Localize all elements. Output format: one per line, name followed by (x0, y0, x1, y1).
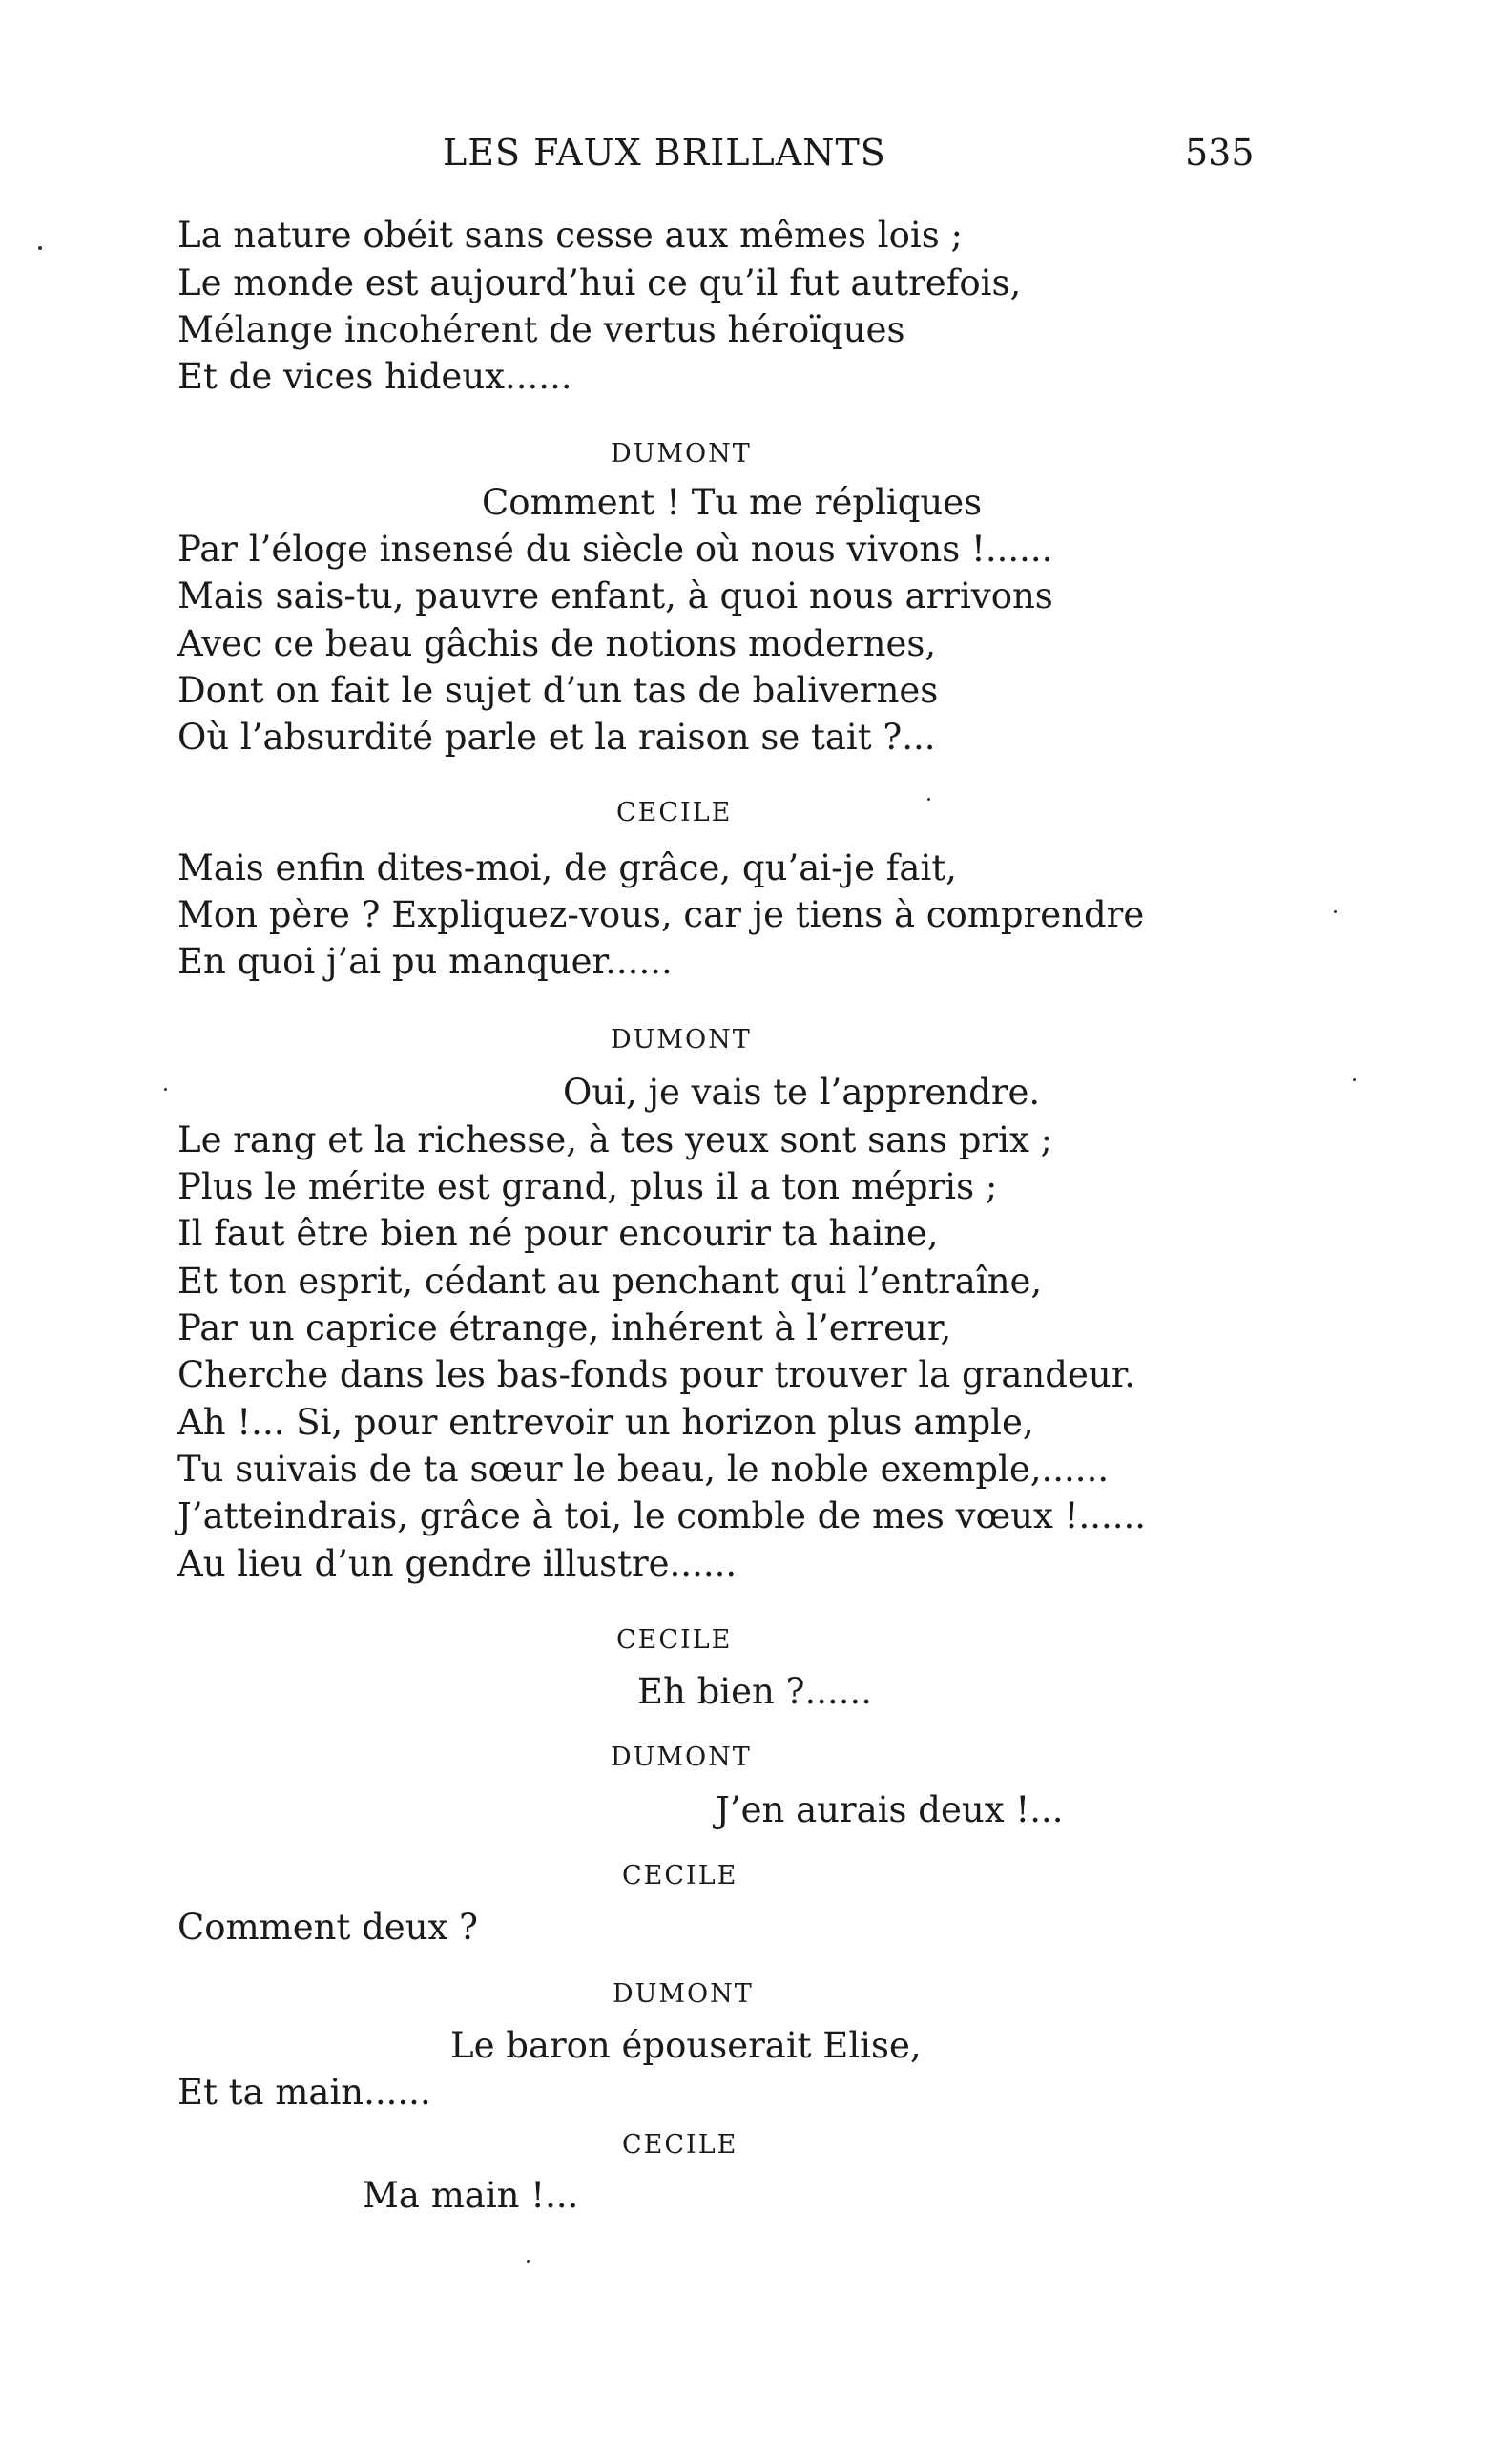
print-speck (164, 1088, 167, 1091)
verse-line: Mélange incohérent de vertus héroïques (177, 309, 905, 350)
verse-line: Eh bien ?...... (637, 1671, 873, 1712)
verse-line: En quoi j’ai pu manquer...... (177, 941, 673, 982)
verse-line: Le baron épouserait Elise, (450, 2025, 922, 2066)
verse-line: Mon père ? Expliquez-vous, car je tiens à comprendre (177, 894, 1145, 935)
print-speck (38, 246, 42, 250)
print-speck (1334, 910, 1337, 913)
speaker-name: DUMONT (611, 1025, 752, 1055)
verse-line: Il faut être bien né pour encourir ta haine, (177, 1213, 939, 1254)
speaker-name: DUMONT (613, 1979, 754, 2009)
verse-line: Au lieu d’un gendre illustre...... (177, 1543, 738, 1584)
verse-line: Mais enfin dites-moi, de grâce, qu’ai-je fait, (177, 847, 957, 888)
verse-line: Mais sais-tu, pauvre enfant, à quoi nous arrivons (177, 575, 1053, 616)
verse-line: Par l’éloge insensé du siècle où nous vivons !...... (177, 529, 1053, 570)
verse-line: Et ta main...... (177, 2072, 431, 2113)
speaker-name: CECILE (616, 1625, 733, 1655)
page-number: 535 (1185, 132, 1255, 174)
print-speck (927, 798, 930, 801)
verse-line: Et ton esprit, cédant au penchant qui l’entraîne, (177, 1261, 1043, 1302)
verse-line: Et de vices hideux...... (177, 356, 572, 397)
verse-line: Comment ! Tu me répliques (482, 482, 983, 523)
print-speck (1353, 1078, 1356, 1081)
verse-line: Le monde est aujourd’hui ce qu’il fut autrefois, (177, 262, 1022, 303)
verse-line: Oui, je vais te l’apprendre. (563, 1072, 1041, 1113)
speaker-name: CECILE (616, 798, 733, 827)
verse-line: Par un caprice étrange, inhérent à l’erreur, (177, 1307, 952, 1348)
speaker-name: CECILE (622, 2130, 738, 2160)
verse-line: La nature obéit sans cesse aux mêmes lois ; (177, 215, 963, 256)
speaker-name: DUMONT (611, 439, 752, 469)
verse-line: Plus le mérite est grand, plus il a ton mépris ; (177, 1166, 998, 1207)
verse-line: J’atteindrais, grâce à toi, le comble de mes vœux !...... (177, 1495, 1147, 1536)
speaker-name: DUMONT (611, 1743, 752, 1772)
speaker-name: CECILE (622, 1861, 738, 1890)
verse-line: Ah !... Si, pour entrevoir un horizon plus ample, (177, 1402, 1034, 1443)
print-speck (527, 2260, 530, 2263)
verse-line: Tu suivais de ta sœur le beau, le noble exemple,...... (177, 1449, 1110, 1490)
verse-line: Cherche dans les bas-fonds pour trouver la grandeur. (177, 1354, 1136, 1395)
running-title: LES FAUX BRILLANTS (443, 132, 886, 174)
verse-line: Comment deux ? (177, 1907, 478, 1948)
verse-line: Le rang et la richesse, à tes yeux sont sans prix ; (177, 1119, 1053, 1160)
verse-line: J’en aurais deux !... (716, 1789, 1064, 1830)
verse-line: Ma main !... (363, 2175, 579, 2216)
verse-line: Avec ce beau gâchis de notions modernes, (177, 623, 937, 664)
verse-line: Dont on fait le sujet d’un tas de balivernes (177, 670, 939, 711)
verse-line: Où l’absurdité parle et la raison se tait ?... (177, 717, 936, 758)
